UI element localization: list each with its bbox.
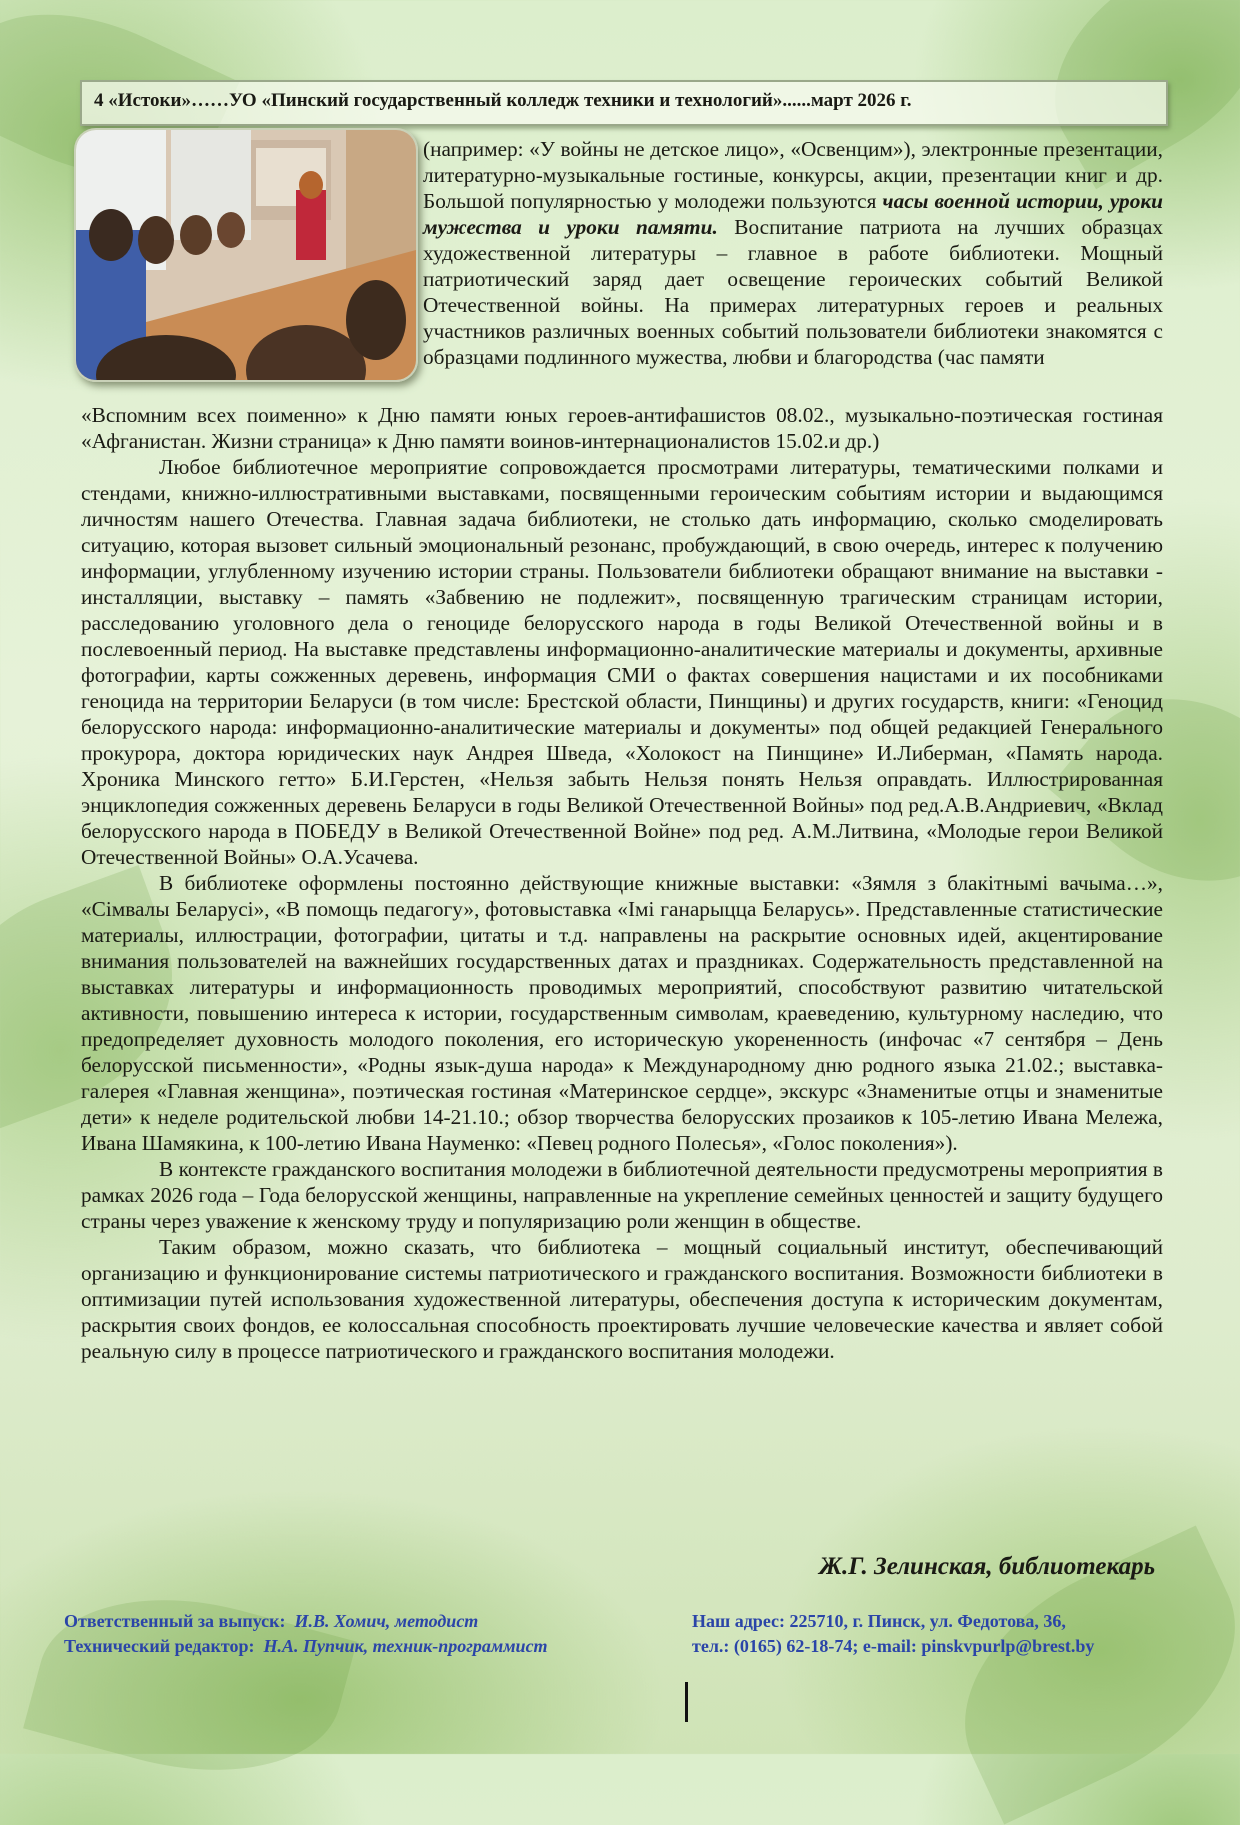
page-marker bbox=[685, 1682, 688, 1722]
editor-name: Н.А. Пупчик, техник-программист bbox=[263, 1636, 548, 1656]
paragraph-civic-education: В контексте гражданского воспитания молодежи в библиотечной деятельности предусмотрены мероприятия в рамках 2026 года – Года белорусской женщины, направленные на укрепление семейных ценностей и защиту будущего страны через уважение к женскому труду и популяризацию роли женщин в обществе. bbox=[81, 1157, 1163, 1233]
paragraph-exhibitions: Любое библиотечное мероприятие сопровождается просмотрами литературы, тематическими полками и стендами, книжно-иллюстративными выставками, посвященными героическим событиям истории и выдающимся личностям нашего Отечества. Главная задача библиотеки, не столько дать информацию, сколько смоделировать ситуацию, которая вызовет сильный эмоциональный резонанс, пробуждающий, в свою очередь, интерес к получению информации, углубленному изучению истории страны. Пользователи библиотеки обращают внимание на выставки - инсталляции, выставку – память «Забвению не подлежит», посвященную трагическим страницам истории, расследованию уголовного дела о геноциде белорусского народа в годы Великой Отечественной войны и в послевоенный период. На выставке представлены информационно-аналитические материалы и документы, архивные фотографии, карты сожженных деревень, информация СМИ о фактах совершения нацистами и их пособниками геноцида на территории Беларуси (в том числе: Брестской области, Пинщины) и других государств, книги: «Геноцид белорусского народа: информационно-аналитические материалы и документы» под общей редакцией Генерального прокурора, доктора юридических наук Андрея Шведа, «Холокост на Пинщине» И.Либерман, «Память народа. Хроника Минского гетто» Б.И.Герстен, «Нельзя забыть Нельзя понять Нельзя оправдать. Иллюстрированная энциклопедия сожженных деревень Беларуси в годы Великой Отечественной Войны» под ред.А.В.Андриевич, «Вклад белорусского народа в ПОБЕДУ в Великой Отечественной Войне» под ред. А.М.Литвина, «Молодые герои Великой Отечественной Войны» О.А.Усачева. bbox=[81, 455, 1163, 869]
article-intro bbox=[423, 136, 1163, 370]
paragraph-permanent-exhibitions: В библиотеке оформлены постоянно действующие книжные выставки: «Зямля з блакітнымі вачыма…», «Сімвалы Беларусі», «В помощь педагогу», фотовыставка «Імі ганарыцца Беларусь». Представленные статистические материалы, иллюстрации, фотографии, цитаты и т.д. направлены на раскрытие основных идей, акцентирование внимания пользователей на важнейших государственных датах и праздниках. Содержательность представленной на выставках литературы и информационность проводимых мероприятий, способствуют развитию читательской активности, повышению интереса к истории, государственным символам, краеведению, культурному наследию, что предопределяет духовность молодого поколения, его историческую укорененность (инфочас «7 сентября – День белорусской письменности», «Родны язык-душа народа» к Международному дню родного языка 21.02.; выставка-галерея «Главная женщина», поэтическая гостиная «Материнское сердце», экскурс «Знаменитые отцы и знаменитые дети» к неделе родительской любви 14-21.10.; обзор творчества белорусских прозаиков к 105-летию Ивана Мележа, Ивана Шамякина, к 100-летию Ивана Науменко: «Певец родного Полесья», «Голос поколения»). bbox=[81, 871, 1163, 1155]
intro-text-1: (например: «У войны не детское лицо», «Освенцим»), электронные презентации, литературно-музыкальные гостиные, конкурсы, акции, презентации книг и др. Большой популярностью у молодежи пользуются bbox=[423, 137, 1163, 213]
intro-text-2: Воспитание патриота на лучших образцах художественной литературы – главное в работе библиотеки. Мощный патриотический заряд дает освещение героических событий Великой Отечественной войны. На примерах литературных героев и реальных участников различных военных событий пользователи библиотеки знакомятся с образцами подлинного мужества, любви и благородства (час памяти bbox=[423, 215, 1163, 369]
footer-editor bbox=[64, 1634, 548, 1659]
article-photo bbox=[74, 128, 418, 382]
footer-address-block bbox=[692, 1609, 1094, 1659]
photo-icon bbox=[76, 130, 416, 380]
intro-continuation: «Вспомним всех поименно» к Дню памяти юных героев-антифашистов 08.02., музыкально-поэтическая гостиная «Афганистан. Жизни страница» к Дню памяти воинов-интернационалистов 15.02.и др.) bbox=[81, 403, 1163, 453]
author-signature: Ж.Г. Зелинская, библиотекарь bbox=[819, 1553, 1155, 1580]
responsible-label: Ответственный за выпуск: bbox=[64, 1611, 286, 1631]
header-line: 4 «Истоки»……УО «Пинский государственный колледж техники и технологий»......март 2026 г. bbox=[94, 90, 912, 111]
page-header bbox=[80, 80, 1168, 126]
leaf-decoration bbox=[23, 1564, 357, 1806]
paragraph-conclusion: Таким образом, можно сказать, что библиотека – мощный социальный институт, обеспечивающий организацию и функционирование системы патриотического и гражданского воспитания. Возможности библиотеки в оптимизации путей использования художественной литературы, обеспечения доступа к историческим документам, раскрытия своих фондов, ее колоссальная способность проектировать лучшие человеческие качества и являет собой реальную силу в процессе патриотического и гражданского воспитания молодежи. bbox=[81, 1235, 1163, 1363]
responsible-name: И.В. Хомич, методист bbox=[294, 1611, 479, 1631]
editor-label: Технический редактор: bbox=[64, 1636, 255, 1656]
article-body bbox=[81, 402, 1163, 1364]
footer-address: Наш адрес: 225710, г. Пинск, ул. Федотова, 36, bbox=[692, 1611, 1066, 1631]
footer-responsible bbox=[64, 1609, 548, 1634]
footer-credits bbox=[64, 1609, 548, 1659]
intro-emphasis: часы военной истории, уроки мужества и уроки памяти. bbox=[423, 189, 1163, 239]
footer-contacts: тел.: (0165) 62-18-74; e-mail: pinskvpurlp@brest.by bbox=[692, 1636, 1095, 1656]
